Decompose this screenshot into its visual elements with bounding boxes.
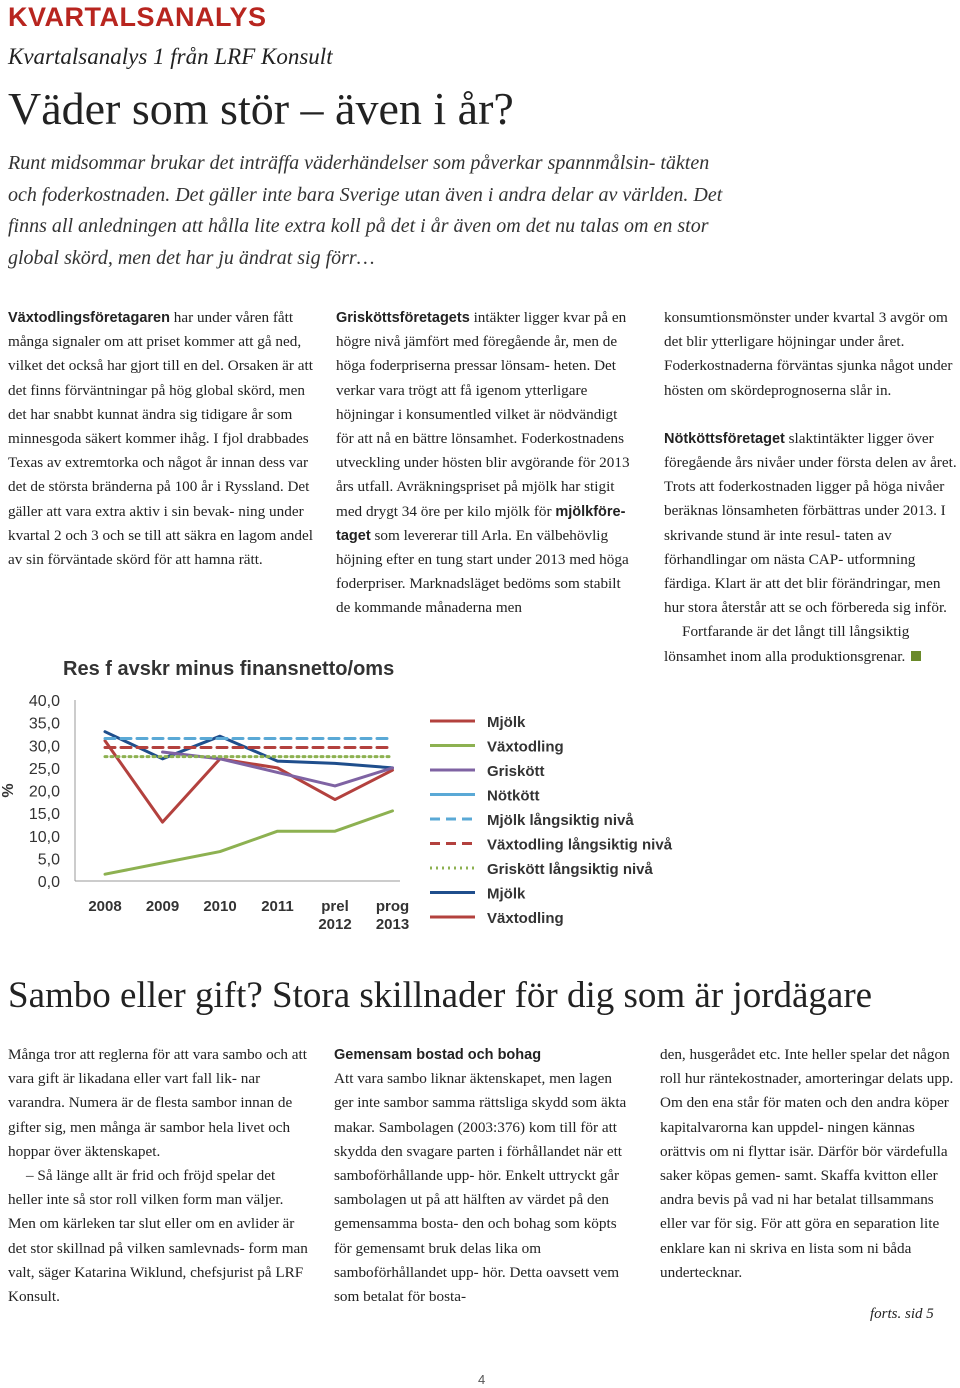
y-tick-label: 5,0 — [37, 851, 60, 869]
legend-label: Mjölk — [487, 885, 526, 903]
column-mid-bold: mjölkföre- taget — [336, 503, 626, 544]
legend-label: Mjölk — [487, 714, 526, 731]
legend-label: Griskött — [487, 763, 545, 780]
section-kicker: KVARTALSANALYS — [8, 2, 267, 32]
article-column-3 — [664, 306, 960, 669]
y-tick-label: 20,0 — [28, 783, 60, 801]
page-number: 4 — [478, 1372, 486, 1387]
legend-label: Växtodling långsiktig nivå — [487, 836, 673, 854]
series-line-n-tk-tt — [105, 811, 393, 874]
legend-label: Växtodling — [487, 910, 564, 927]
y-tick-label: 15,0 — [28, 806, 60, 824]
legend-label: Griskött långsiktig nivå — [487, 861, 653, 878]
article-column-2 — [336, 306, 634, 621]
legend-label: Mjölk långsiktig nivå — [487, 812, 634, 829]
y-tick-label: 30,0 — [28, 738, 60, 756]
y-tick-label: 40,0 — [28, 693, 60, 710]
article-lead: Runt midsommar brukar det inträffa väderhändelser som påverkar spannmålsin- täkten och foderkostnaden. Det gäller inte bara Sverige utan även i andra delar av världen. Det finns all anledningen att hålla lite extra koll på det i år även om det nu talas om en stor global skörd, men det har ju ändrat sig förr… — [8, 152, 723, 269]
article-headline: Väder som stör – även i år? — [8, 83, 514, 134]
article2-column-1 — [8, 1043, 308, 1309]
x-tick-label: 2009 — [145, 898, 180, 915]
x-tick-label: prog 2013 — [375, 898, 410, 933]
column-text: konsumtionsmönster under kvartal 3 avgör om det blir ytterligare höjningar under året. Foderkostnaderna förväntas sjunka något under hösten om skördeprognoserna slår in. — [664, 309, 953, 399]
column-text: slaktintäkter ligger över föregående års nivåer under första delen av året. Trots att foderkostnaden ligger på höga nivåer beräknas lönsamheten förbättras under 2013. I skrivande stund är inte resul- taten av förhandlingar om nästa CAP- utformning färdiga. Klart är att det blir förändringar, men hur stora återstår att se och förbereda sig inför. — [664, 429, 957, 617]
chart-title: Res f avskr minus finansnetto/oms — [63, 658, 395, 680]
y-tick-label: 35,0 — [28, 715, 60, 733]
article-headline-2: Sambo eller gift? Stora skillnader för dig som är jordägare — [8, 975, 873, 1016]
y-tick-label: 0,0 — [37, 874, 60, 891]
legend-label: Växtodling — [487, 738, 564, 756]
column-text: – Så länge allt är frid och fröjd spelar det heller inte så stor roll vilken form man väljer. Men om kärleken tar slut eller om en avlider är det stor skillnad på vilken samlevnads- form man valt, säger Katarina Wiklund, chefsjurist på LRF Konsult. — [8, 1167, 308, 1306]
section-subtitle: Kvartalsanalys 1 från LRF Konsult — [8, 44, 333, 69]
x-tick-label: prel 2012 — [318, 898, 352, 933]
article-column-1 — [8, 306, 313, 572]
column-lead-bold: Nötköttsföretaget — [664, 430, 785, 447]
column-text: har under våren fått många signaler om att priset kommer att gå ned, vilket det också har gjort till en del. Orsaken är att det finns förväntningar på hög global skörd, men det har snabbt kunnat ändra sig tidigare år som minnesgoda säkert kommer ihåg. I fjol drabbades Texas av extremtorka och något år innan dess var det de största bränderna på 100 år i Ryssland. Det gäller att vara extra aktiv i sin bevak- ning under kvartal 2 och 3 och se till att säkra en lagom andel av sin förväntade skörd för att hamna rätt. — [8, 309, 313, 569]
x-tick-label: 2008 — [88, 898, 122, 915]
continued-note: forts. sid 5 — [870, 1306, 934, 1322]
x-tick-label: 2010 — [203, 898, 237, 915]
end-mark-icon — [911, 651, 921, 661]
column-text: Fortfarande är det långt till långsiktig lönsamhet inom alla produktionsgrenar. — [664, 623, 910, 665]
column-text: Många tror att reglerna för att vara sambo och att vara gift är likadana eller vart fall lik- nar varandra. Numera är de flesta sambor innan de gifter sig, men många är sambor hela livet och hoppar över äktenskapet. — [8, 1046, 307, 1160]
x-tick-label: 2011 — [261, 898, 294, 915]
article2-column-2 — [334, 1043, 634, 1309]
column-text: Att vara sambo liknar äktenskapet, men lagen ger inte sambor samma rättsliga skydd som äkta makar. Sambolagen (2003:376) kom till för att skydda den svagare parten i förhållandet när ett samboförhållande upp- hör. Enkelt uttryckt går sambolagen ut på att hälften av värdet på den gemensamma bosta- den och bohag som köpts för gemensamt bruk delas lika om samboförhållandet upp- hör. Detta oavsett vem som betalat för bosta- — [334, 1070, 627, 1306]
column-lead-bold: Grisköttsföretagets — [336, 310, 470, 326]
column-text: den, husgerådet etc. Inte heller spelar det någon roll hur räntekostnader, amorteringar delats upp. Om den ena står för maten och den andra köper kapitalvarorna kan uppdel- ningen kännas orättvis om ni flyttar isär. Därför bör värdefulla saker köpas gemen- samt. Skaffa kvitton eller andra bevis på vad ni har betalat tillsammans eller var för sig. För att göra en separation lite enklare kan ni skriva en lista som ni båda undertecknar. — [660, 1046, 954, 1281]
y-tick-label: 25,0 — [28, 760, 60, 778]
column-text: som levererar till Arla. En välbehövlig höjning efter en tung start under 2013 med höga foderpriser. Marknadsläget bedöms som stabilt de kommande månaderna men — [336, 526, 629, 617]
column-text: intäkter ligger kvar på en högre nivå jämfört med föregående år, men de höga foderpriserna pressar lönsam- heten. Det verkar vara trögt att få igenom ytterligare höjningar i konsumentled vilket är nödvändigt för att nå en bättre lönsamhet. Foderkostnadens utveckling under hösten blir avgörande för 2013 års utfall. Avräkningspriset på mjölk har stigit med drygt 34 öre per kilo mjölk för — [336, 309, 630, 520]
y-tick-label: 10,0 — [28, 828, 60, 846]
legend-label: Nötkött — [487, 787, 540, 805]
column-lead-bold: Växtodlingsföretagaren — [8, 310, 170, 326]
column-subheading: Gemensam bostad och bohag — [334, 1047, 542, 1063]
article2-column-3 — [660, 1043, 960, 1285]
line-chart — [0, 685, 700, 945]
y-axis-label: % — [0, 783, 17, 798]
